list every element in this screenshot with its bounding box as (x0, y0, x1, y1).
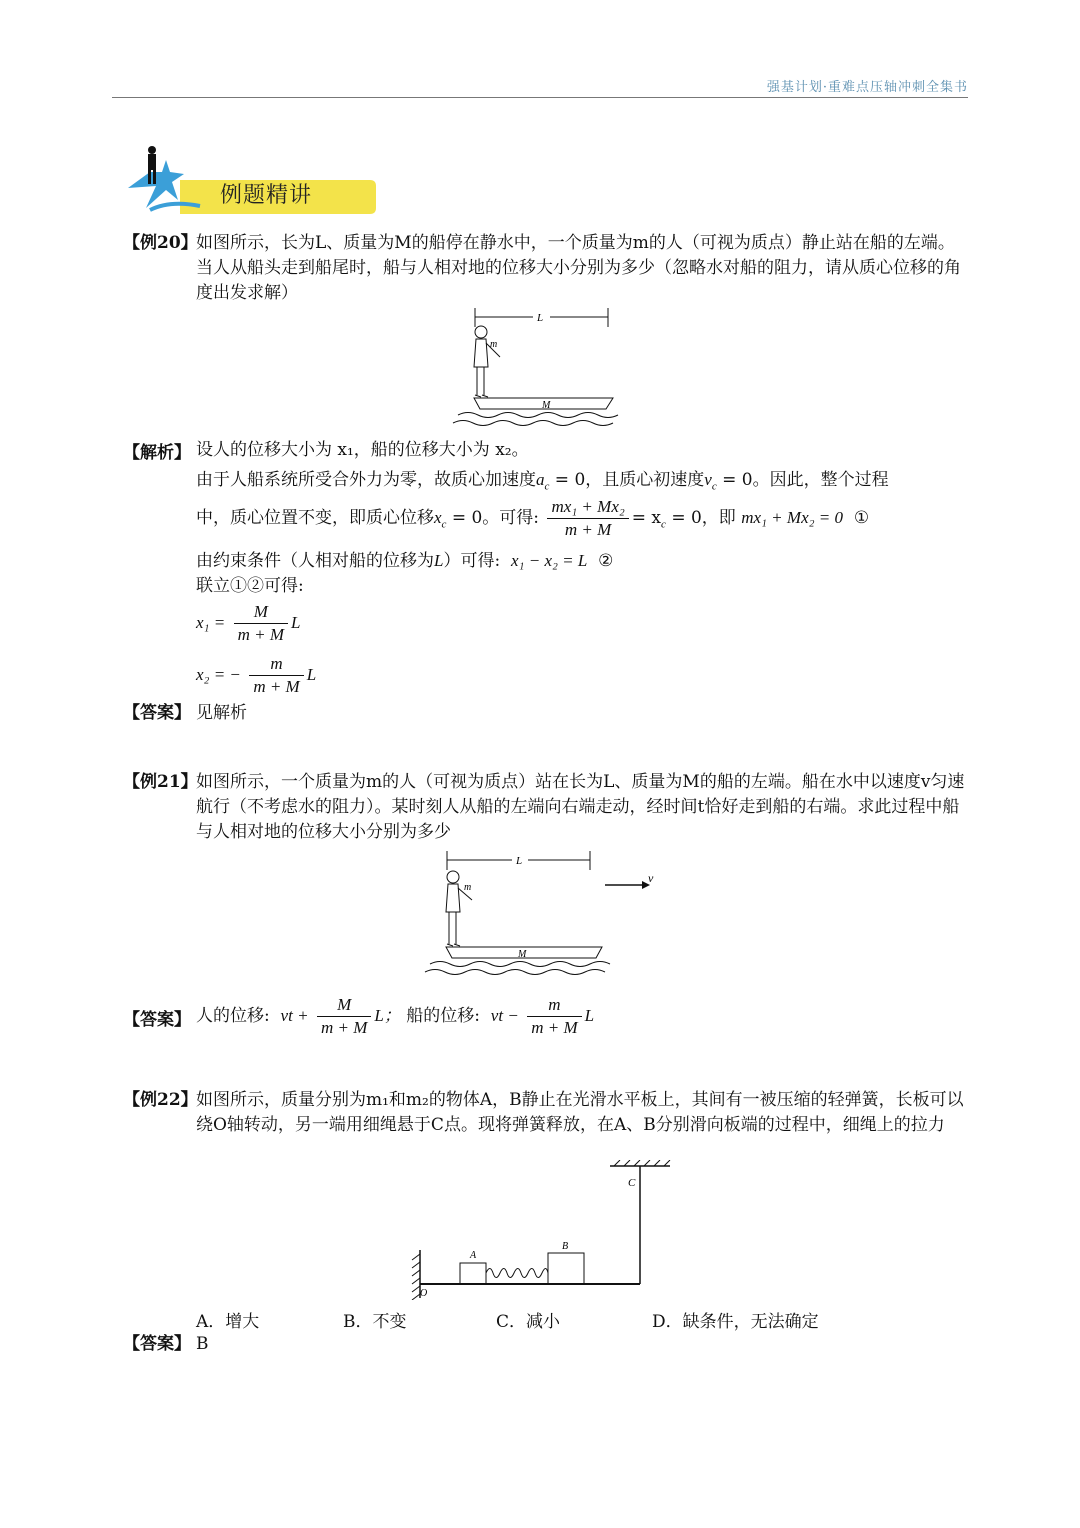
result-x2 (196, 652, 316, 698)
analysis-line-2-text-a: 由于人船系统所受合外力为零，故质心加速度 (196, 470, 536, 490)
answer-person-frac (317, 994, 371, 1039)
option-a[interactable]: A．增大 (196, 1312, 260, 1332)
result-x2-lhs: x₂ = − (196, 665, 241, 684)
result-x2-rhs: L (306, 665, 317, 684)
analysis-line-3-text-b: = 0。可得: (446, 508, 540, 528)
fig2-label-m: m (464, 882, 472, 893)
block-B (548, 1253, 584, 1284)
example-20-answer-tag: 【答案】 (123, 703, 191, 723)
fig1-label-M: M (542, 400, 551, 411)
analysis-line-4 (196, 548, 613, 574)
fig1-label-m: m (490, 339, 498, 350)
equation-1-marker: ① (853, 508, 870, 528)
example-22-tag: 【例22】 (123, 1090, 198, 1110)
analysis-tag: 【解析】 (123, 443, 191, 463)
fig2-water-2 (425, 970, 605, 975)
fig2-label-L: L (516, 855, 523, 867)
analysis-line-1: 设人的位移大小为 x₁，船的位移大小为 x₂。 (196, 440, 529, 460)
result-x1-rhs: L (291, 613, 301, 632)
example-20-tag: 【例20】 (123, 233, 198, 253)
analysis-line-3-x: x (434, 508, 442, 527)
analysis-line-3-x-sub: c (441, 518, 447, 531)
answer-person-L: L； (374, 1006, 401, 1025)
com-fraction (547, 496, 628, 541)
result-x2-frac (249, 653, 303, 698)
ceiling-hatch (614, 1160, 670, 1166)
analysis-line-2-a: a (536, 470, 545, 489)
fig2-label-v: v (648, 871, 654, 885)
result-x2-num: m (249, 653, 303, 676)
fig1-label-L: L (537, 312, 544, 324)
result-x1 (196, 600, 300, 646)
analysis-line-2-text-b: = 0，且质心初速度 (549, 470, 705, 490)
answer-person-den: m + M (320, 1018, 368, 1037)
com-fraction-num: mx₁ + Mx₂ (547, 496, 628, 519)
example-22-answer-text: B (196, 1334, 209, 1354)
example-20-answer-text: 见解析 (196, 703, 247, 723)
example-22-answer (123, 1332, 968, 1357)
label-O: O (420, 1288, 428, 1299)
answer-person-vt: vt + (280, 1006, 309, 1025)
option-d[interactable]: D．缺条件，无法确定 (652, 1312, 819, 1332)
result-x1-frac (234, 601, 288, 646)
answer-boat-L: L (584, 1006, 595, 1025)
analysis-line-3-eq-sub: c (661, 518, 666, 531)
spring (486, 1269, 548, 1278)
option-b[interactable]: B．不变 (343, 1312, 407, 1332)
fig2-water-1 (430, 962, 610, 967)
header-divider (112, 97, 968, 98)
equation-1: mx₁ + Mx₂ = 0 (741, 508, 843, 527)
label-B: B (562, 1241, 569, 1252)
analysis-line-5: 联立①②可得: (196, 576, 304, 596)
result-x2-den: m + M (253, 677, 300, 696)
label-A: A (470, 1250, 477, 1261)
com-fraction-den: m + M (564, 520, 612, 539)
example-22-question: 如图所示，质量分别为m₁和m₂的物体A，B静止在光滑水平板上，其间有一被压缩的轻弹簧，长板可以绕O轴转动，另一端用细绳悬于C点。现将弹簧释放，在A、B分别滑向板端的过程中，细绳上的拉力 (196, 1090, 964, 1135)
analysis-line-3-eq: = x (631, 508, 662, 528)
figure-boat-1 (448, 305, 628, 435)
result-x1-den: m + M (237, 625, 285, 644)
example-22-answer-tag: 【答案】 (123, 1334, 191, 1354)
example-21-answer (196, 993, 594, 1039)
fig2-label-M: M (518, 949, 527, 960)
answer-boat-den: m + M (531, 1018, 578, 1037)
example-21-answer-tag: 【答案】 (123, 1010, 191, 1030)
header-title: 强基计划·重难点压轴冲刺全集书 (766, 80, 968, 95)
analysis-line-3-text-c: = 0，即 (665, 508, 736, 528)
analysis-line-2-a-sub: c (544, 480, 550, 493)
option-c[interactable]: C．减小 (496, 1312, 561, 1332)
analysis-line-2-text-c: = 0。因此，整个过程 (716, 470, 889, 490)
answer-boat-vt: vt − (490, 1006, 519, 1025)
answer-person-num: M (317, 994, 371, 1017)
block-A (460, 1263, 486, 1284)
wall-hatch (412, 1254, 420, 1300)
example-21-tag: 【例21】 (123, 772, 198, 792)
analysis-line-4-text-b: ）可得: (443, 551, 501, 571)
analysis-line-2-v-sub: c (711, 480, 717, 493)
equation-2: x₁ − x₂ = L (511, 551, 588, 570)
fig1-water-2 (453, 421, 613, 426)
analysis-line-4-L: L (434, 551, 444, 570)
section-title: 例题精讲 (220, 183, 313, 208)
answer-person-label: 人的位移: (196, 1006, 270, 1026)
fig1-person (474, 326, 500, 397)
answer-boat-label: 船的位移: (406, 1006, 480, 1026)
result-x1-num: M (234, 601, 288, 624)
result-x1-lhs: x₁ = (196, 613, 226, 632)
label-C: C (628, 1177, 636, 1189)
analysis-line-2-v: v (704, 470, 712, 489)
example-20-answer (123, 701, 968, 726)
figure-spring-board (400, 1160, 680, 1300)
example-20 (123, 231, 968, 306)
analysis-line-4-text-a: 由约束条件（人相对船的位移为 (196, 551, 434, 571)
analysis-line-3-text-a: 中，质心位置不变，即质心位移 (196, 508, 434, 528)
example-21-question: 如图所示，一个质量为m的人（可视为质点）站在长为L、质量为M的船的左端。船在水中以速度v匀速航行（不考虑水的阻力）。某时刻人从船的左端向右端走动，经时间t恰好走到船的右端。求此过程中船与人相对地的位移大小分别为多少 (196, 772, 965, 842)
analysis-line-3 (196, 495, 869, 547)
example-20-question: 如图所示，长为L、质量为M的船停在静水中，一个质量为m的人（可视为质点）静止站在船的左端。当人从船头走到船尾时，船与人相对地的位移大小分别为多少（忽略水对船的阻力，请从质心位移的角度出发求解） (196, 233, 961, 303)
equation-2-marker: ② (598, 551, 614, 571)
answer-boat-frac (527, 994, 581, 1039)
example-22 (123, 1088, 968, 1138)
example-21 (123, 770, 968, 845)
answer-boat-num: m (527, 994, 581, 1017)
fig1-water-1 (458, 413, 618, 418)
figure-boat-2 (420, 848, 670, 983)
